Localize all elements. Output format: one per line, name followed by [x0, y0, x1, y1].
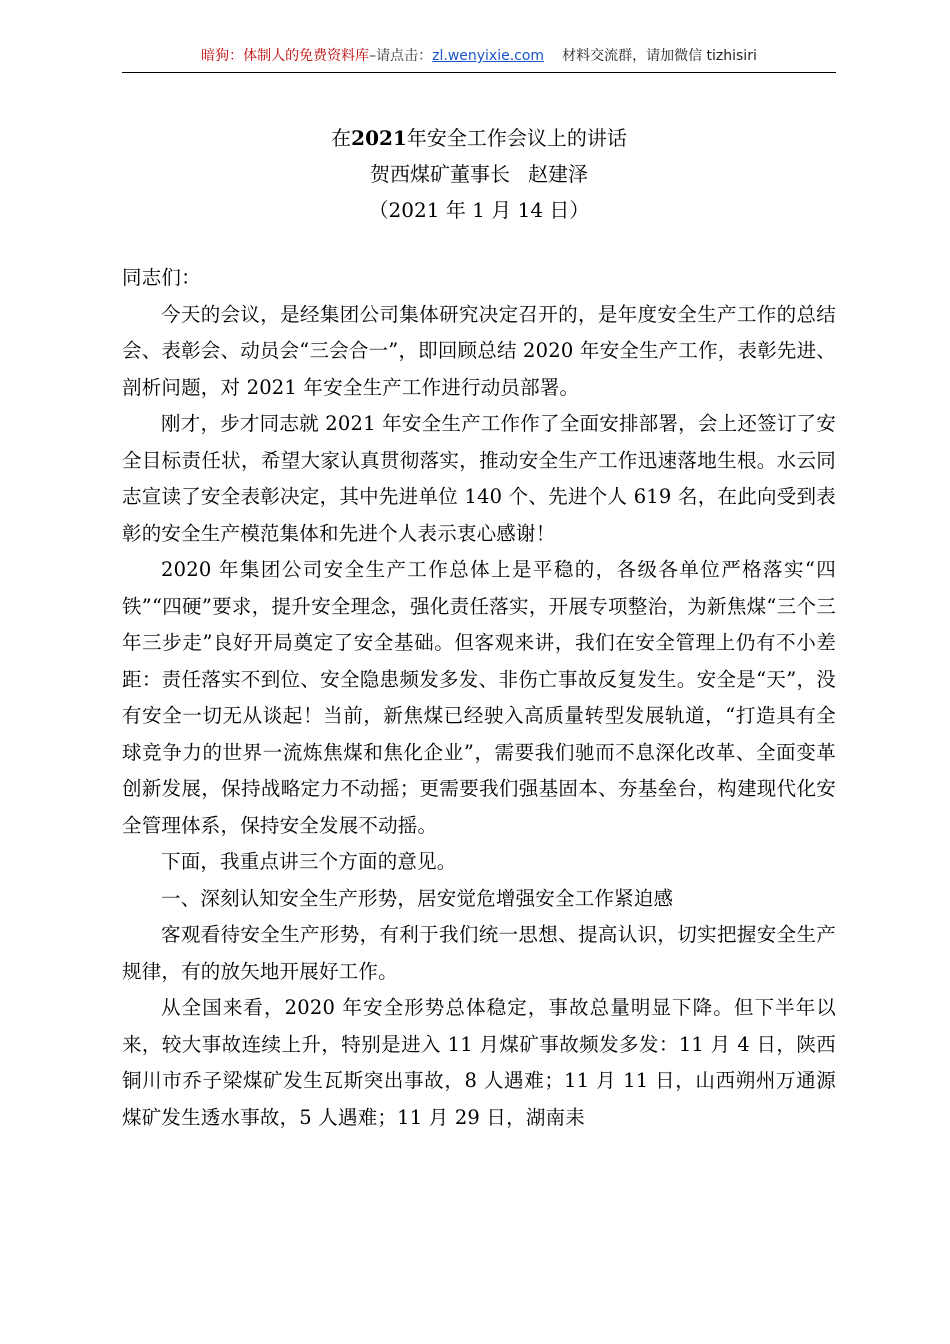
speech-title-year: 2021: [351, 126, 407, 150]
header-prompt-text: –请点击：: [369, 48, 433, 64]
speech-title: [122, 120, 836, 156]
header-link[interactable]: zl.wenyixie.com: [432, 48, 545, 64]
paragraph-3: 2020 年集团公司安全生产工作总体上是平稳的，各级各单位严格落实“四铁”“四硬”要求，提升安全理念，强化责任落实，开展专项整治，为新焦煤“三个三年三步走”良好开局奠定了安全基础。但客观来讲，我们在安全管理上仍有不小差距：责任落实不到位、安全隐患频发多发、非伤亡事故反复发生。安全是“天”，没有安全一切无从谈起！当前，新焦煤已经驶入高质量转型发展轨道，“打造具有全球竞争力的世界一流炼焦煤和焦化企业”，需要我们驰而不息深化改革、全面变革创新发展，保持战略定力不动摇；更需要我们强基固本、夯基垒台，构建现代化安全管理体系，保持安全发展不动摇。: [122, 558, 836, 837]
speech-title-suffix: 年安全工作会议上的讲话: [406, 126, 627, 150]
title-block: [122, 120, 836, 228]
paragraph-6: 从全国来看，2020 年安全形势总体稳定，事故总量明显下降。但下半年以来，较大事故连续上升，特别是进入 11 月煤矿事故频发多发：11 月 4 日，陕西铜川市乔子梁煤矿发生瓦斯突出事故，8 人遇难；11 月 11 日，山西朔州万通源煤矿发生透水事故，5 人遇难；11 月 29 日，湖南耒: [122, 996, 836, 1129]
speech-title-prefix: 在: [331, 126, 352, 150]
paragraph-2: 刚才，步才同志就 2021 年安全生产工作作了全面安排部署，会上还签订了安全目标责任状，希望大家认真贯彻落实，推动安全生产工作迅速落地生根。水云同志宣读了安全表彰决定，其中先进单位 140 个、先进个人 619 名，在此向受到表彰的安全生产模范集体和先进个人表示衷心感谢！: [122, 412, 836, 545]
speaker-name: 赵建泽: [528, 162, 588, 186]
paragraph-5: 客观看待安全生产形势，有利于我们统一思想、提高认识，切实把握安全生产规律，有的放矢地开展好工作。: [122, 923, 836, 983]
section-heading-1: 一、深刻认知安全生产形势，居安觉危增强安全工作紧迫感: [161, 886, 674, 910]
page-header: [122, 46, 836, 73]
speech-date: （2021 年 1 月 14 日）: [368, 198, 590, 222]
speech-body: [122, 260, 836, 1136]
header-wechat-text: 材料交流群，请加微信 tizhisiri: [562, 48, 757, 64]
speaker-line: [122, 156, 836, 192]
paragraph-1: 今天的会议，是经集团公司集体研究决定召开的，是年度安全生产工作的总结会、表彰会、动员会“三会合一”，即回顾总结 2020 年安全生产工作，表彰先进、剖析问题，对 2021 年安全生产工作进行动员部署。: [122, 302, 836, 399]
paragraph-4: 下面，我重点讲三个方面的意见。: [161, 850, 457, 873]
speaker-position: 贺西煤矿董事长: [370, 162, 510, 186]
header-brand-text: 暗狗：体制人的免费资料库: [201, 48, 370, 64]
salutation: 同志们：: [122, 266, 201, 289]
